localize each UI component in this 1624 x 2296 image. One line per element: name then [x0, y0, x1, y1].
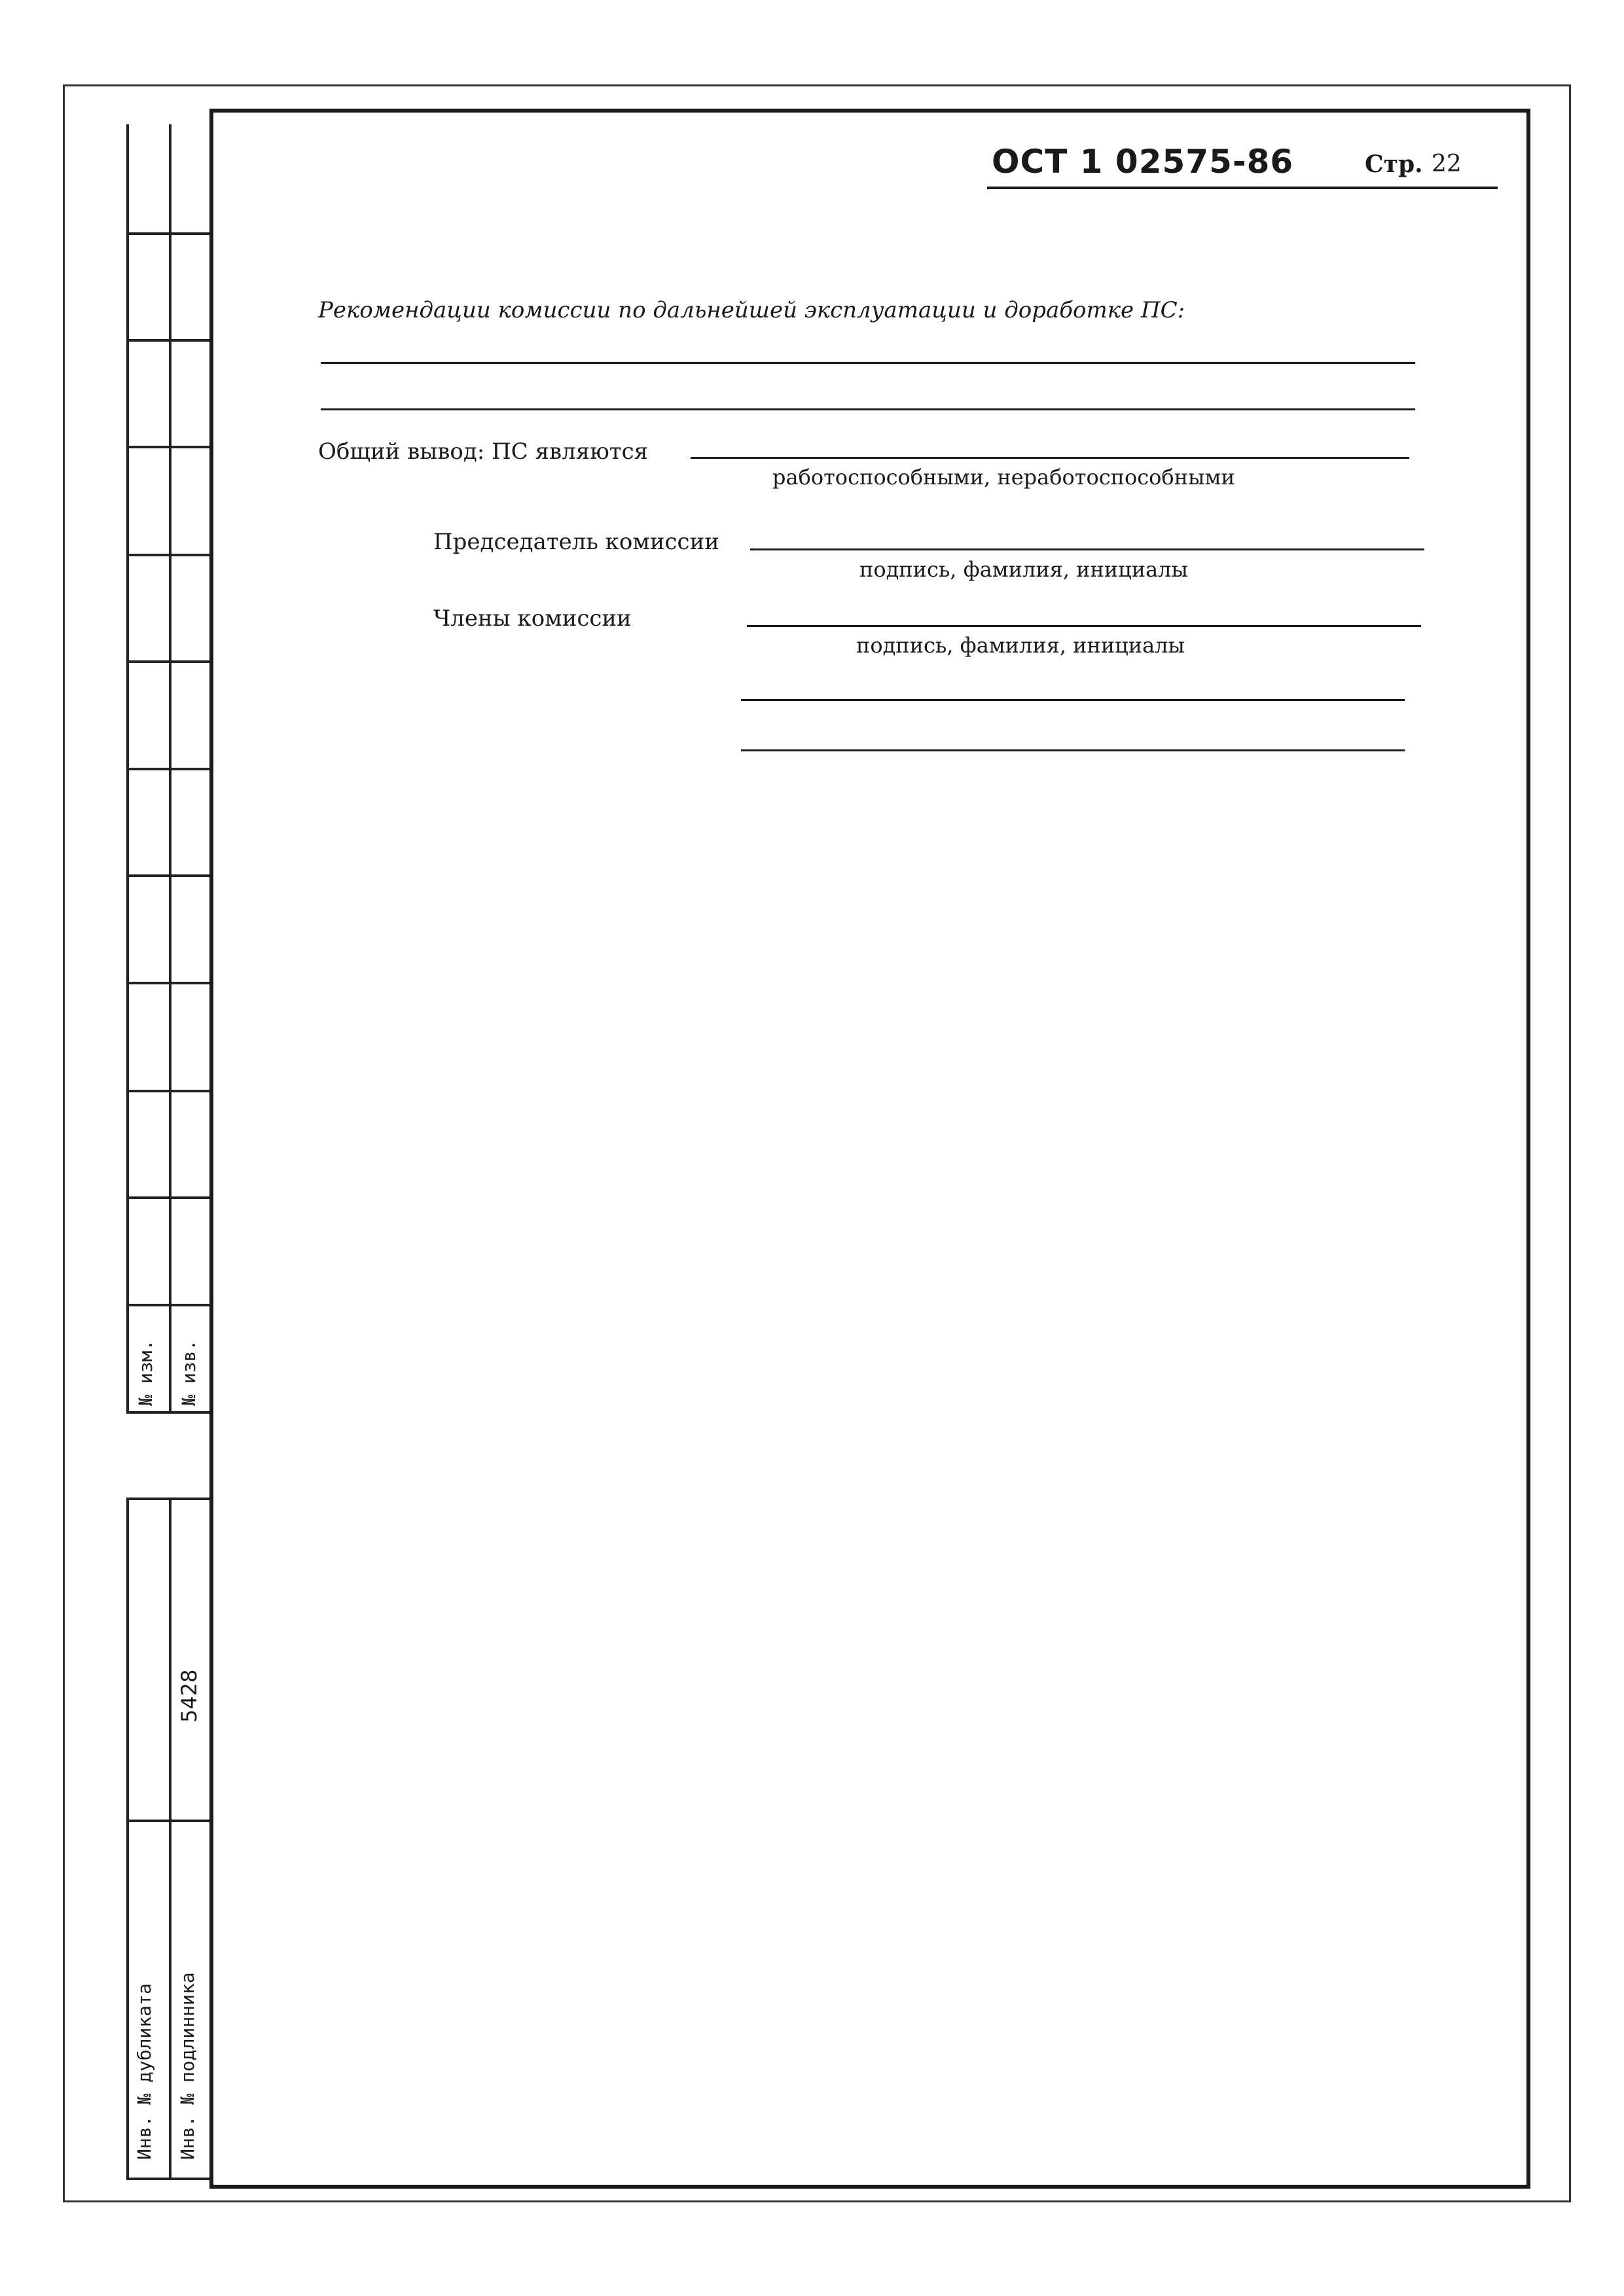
members-signature-field-2[interactable] — [741, 699, 1405, 701]
strip-row-divider — [126, 554, 209, 556]
strip-lower-top — [126, 1498, 209, 1500]
strip-row-divider — [126, 768, 209, 770]
members-signature-field-3[interactable] — [741, 749, 1405, 751]
chairman-signature-field[interactable] — [750, 548, 1424, 550]
recommendations-line-2[interactable] — [321, 408, 1415, 410]
notice-number-label: № изв. — [178, 1339, 200, 1406]
document-code: ОСТ 1 02575-86 — [992, 143, 1294, 181]
strip-row-divider — [126, 232, 209, 235]
duplicate-inventory-label: Инв. № дубликата — [134, 1983, 155, 2160]
strip-row-divider — [126, 339, 209, 342]
strip-row-divider — [126, 1196, 209, 1199]
members-caption: подпись, фамилия, инициалы — [856, 633, 1185, 658]
conclusion-field[interactable] — [691, 457, 1409, 459]
chairman-label: Председатель комиссии — [433, 529, 719, 555]
strip-lower-bottom — [126, 2178, 209, 2180]
strip-row-divider — [126, 982, 209, 984]
change-number-label: № изм. — [135, 1339, 156, 1406]
strip-row-divider — [126, 1304, 209, 1306]
conclusion-caption: работоспособными, неработоспособными — [772, 465, 1235, 490]
members-label: Члены комиссии — [433, 605, 632, 632]
original-inventory-number: 5428 — [177, 1669, 202, 1723]
chairman-caption: подпись, фамилия, инициалы — [859, 557, 1188, 582]
strip-row-divider — [126, 874, 209, 877]
strip-row-divider — [126, 446, 209, 448]
recommendations-line-1[interactable] — [321, 362, 1415, 364]
header-underline — [987, 187, 1498, 189]
original-inventory-label: Инв. № подлинника — [177, 1972, 198, 2160]
page-number: 22 — [1432, 151, 1462, 177]
strip-lower-left-border — [126, 1499, 129, 2179]
document-frame — [209, 109, 1530, 2189]
strip-row-divider — [126, 660, 209, 663]
conclusion-label: Общий вывод: ПС являются — [318, 439, 649, 465]
strip-row-divider — [126, 1820, 209, 1822]
recommendations-label: Рекомендации комиссии по дальнейшей эксплуатации и доработке ПС: — [318, 297, 1185, 323]
strip-lower-column-divider — [169, 1499, 171, 2179]
page-label: Стр. — [1365, 151, 1423, 178]
members-signature-field-1[interactable] — [747, 625, 1421, 627]
strip-row-divider — [126, 1411, 209, 1414]
strip-row-divider — [126, 1090, 209, 1092]
